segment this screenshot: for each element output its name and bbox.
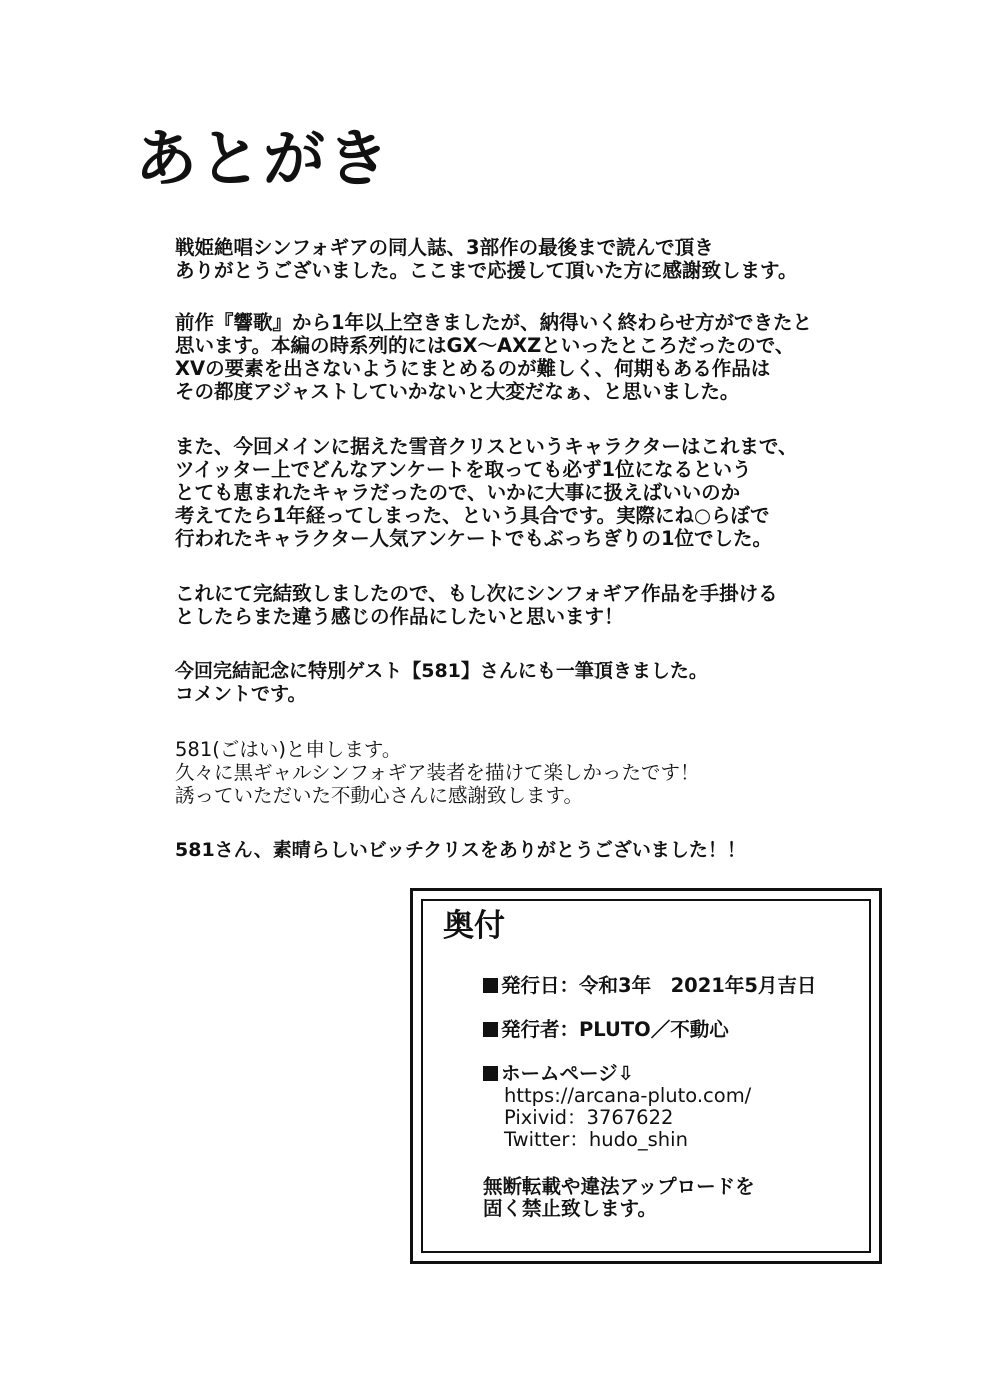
text-line: 久々に黒ギャルシンフォギア装者を描けて楽しかったです！ <box>175 761 700 784</box>
text-line: 前作『響歌』から1年以上空きましたが、納得いく終わらせ方ができたと <box>175 311 812 334</box>
paragraph-conclusion <box>175 582 875 628</box>
text-line: 思います。本編の時系列的にはGX～AXZといったところだったので、 <box>175 334 795 357</box>
paragraph-thanks <box>175 236 875 282</box>
bullet-square-icon <box>483 978 498 993</box>
text-line: 誘っていただいた不動心さんに感謝致します。 <box>175 784 583 807</box>
issue-date: 発行日：令和3年 2021年5月吉日 <box>501 974 817 997</box>
pixiv-id: Pixivid：3767622 <box>504 1106 674 1129</box>
homepage-url: https://arcana-pluto.com/ <box>504 1084 752 1107</box>
homepage-row <box>483 1063 816 1085</box>
colophon-details <box>483 975 816 1220</box>
text-line: また、今回メインに据えた雪音クリスというキャラクターはこれまで、 <box>175 435 798 458</box>
publisher-row <box>483 1019 816 1041</box>
paragraph-guest-thanks <box>175 839 875 862</box>
text-line: その都度アジャストしていかないと大変だなぁ、と思いました。 <box>175 380 740 403</box>
homepage-label: ホームページ⇩ <box>501 1062 634 1085</box>
text-line: これにて完結致しましたので、もし次にシンフォギア作品を手掛ける <box>175 582 778 605</box>
text-line: 今回完結記念に特別ゲスト【581】さんにも一筆頂きました。 <box>175 660 708 682</box>
copyright-notice-line: 固く禁止致します。 <box>483 1197 657 1220</box>
page-title: あとがき <box>135 122 392 195</box>
paragraph-character <box>175 435 875 550</box>
text-line: XVの要素を出さないようにまとめるのが難しく、何期もある作品は <box>175 357 771 380</box>
bullet-square-icon <box>483 1066 498 1081</box>
afterword-body <box>175 236 875 862</box>
text-line: としたらまた違う感じの作品にしたいと思います！ <box>175 605 624 628</box>
paragraph-guest-comment <box>175 738 875 807</box>
paragraph-guest-intro <box>175 660 875 706</box>
text-line: 581さん、素晴らしいビッチクリスをありがとうございました！！ <box>175 839 746 861</box>
colophon-title: 奥付 <box>443 908 505 944</box>
bullet-square-icon <box>483 1022 498 1037</box>
text-line: ツイッター上でどんなアンケートを取っても必ず1位になるという <box>175 458 752 481</box>
text-line: 581(ごはい)と申します。 <box>175 738 402 761</box>
copyright-notice-line: 無断転載や違法アップロードを <box>483 1175 755 1198</box>
paragraph-previous-work <box>175 311 875 403</box>
text-line: 考えてたら1年経ってしまった、という具合です。実際にね○らぼで <box>175 504 770 527</box>
colophon-box <box>410 888 882 1264</box>
text-line: 行われたキャラクター人気アンケートでもぶっちぎりの1位でした。 <box>175 527 773 550</box>
twitter-handle: Twitter：hudo_shin <box>504 1128 688 1151</box>
text-line: 戦姫絶唱シンフォギアの同人誌、3部作の最後まで読んで頂き <box>175 236 714 259</box>
publisher: 発行者：PLUTO／不動心 <box>501 1018 729 1041</box>
colophon-inner-frame <box>421 899 871 1253</box>
text-line: コメントです。 <box>175 683 307 705</box>
text-line: ありがとうございました。ここまで応援して頂いた方に感謝致します。 <box>175 259 798 282</box>
issue-date-row <box>483 975 816 997</box>
text-line: とても恵まれたキャラだったので、いかに大事に扱えばいいのか <box>175 481 741 504</box>
